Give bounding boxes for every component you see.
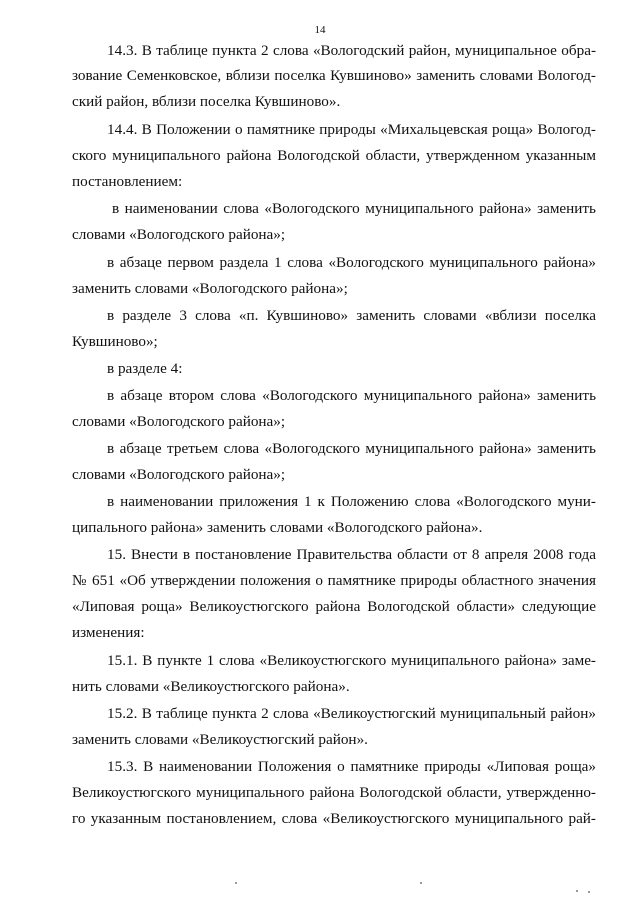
scan-speck <box>588 891 590 893</box>
scan-speck <box>420 882 422 884</box>
text-line: № 651 «Об утверждении положения о памятнике природы областного значения <box>72 572 596 589</box>
text-line: словами «Вологодского района»; <box>72 413 286 430</box>
text-line: заменить словами «Великоустюгский район». <box>72 731 368 748</box>
text-line: нить словами «Великоустюгского района». <box>72 678 350 695</box>
text-line: в разделе 4: <box>107 360 183 377</box>
text-line: 15.1. В пункте 1 слова «Великоустюгского муниципального района» заме- <box>107 652 596 669</box>
text-line: изменения: <box>72 624 145 641</box>
text-line: постановлением: <box>72 173 183 190</box>
text-line: ского муниципального района Вологодской области, утвержденном указанным <box>72 147 596 164</box>
text-line: зование Семенковское, вблизи поселка Кувшиново» заменить словами Вологод- <box>72 67 596 84</box>
text-line: Кувшиново»; <box>72 333 158 350</box>
text-line: в абзаце третьем слова «Вологодского муниципального района» заменить <box>107 440 596 457</box>
text-line: 15.3. В наименовании Положения о памятнике природы «Липовая роща» <box>107 758 596 775</box>
text-line: «Липовая роща» Великоустюгского района Вологодской области» следующие <box>72 598 596 615</box>
text-line: словами «Вологодского района»; <box>72 466 286 483</box>
text-line: в абзаце первом раздела 1 слова «Вологодского муниципального района» <box>107 254 596 271</box>
text-line: го указанным постановлением, слова «Великоустюгского муниципального рай- <box>72 810 596 827</box>
text-line: в абзаце втором слова «Вологодского муниципального района» заменить <box>107 387 596 404</box>
text-line: 15. Внести в постановление Правительства области от 8 апреля 2008 года <box>107 546 596 563</box>
text-line: ский район, вблизи поселка Кувшиново». <box>72 93 341 110</box>
text-line: в наименовании слова «Вологодского муниципального района» заменить <box>112 200 596 217</box>
text-line: 15.2. В таблице пункта 2 слова «Великоустюгский муниципальный район» <box>107 705 596 722</box>
scan-speck <box>576 890 578 892</box>
text-line: 14.4. В Положении о памятнике природы «Михальцевская роща» Вологод- <box>107 121 596 138</box>
page-number: 14 <box>314 24 326 36</box>
text-line: заменить словами «Вологодского района»; <box>72 280 348 297</box>
text-line: словами «Вологодского района»; <box>72 226 286 243</box>
text-line: 14.3. В таблице пункта 2 слова «Вологодский район, муниципальное обра- <box>107 42 596 59</box>
text-line: Великоустюгского муниципального района Вологодской области, утвержденно- <box>72 784 596 801</box>
scan-speck <box>235 882 237 884</box>
text-line: ципального района» заменить словами «Вологодского района». <box>72 519 483 536</box>
text-line: в разделе 3 слова «п. Кувшиново» заменить словами «вблизи поселка <box>107 307 596 324</box>
text-line: в наименовании приложения 1 к Положению слова «Вологодского муни- <box>107 493 596 510</box>
